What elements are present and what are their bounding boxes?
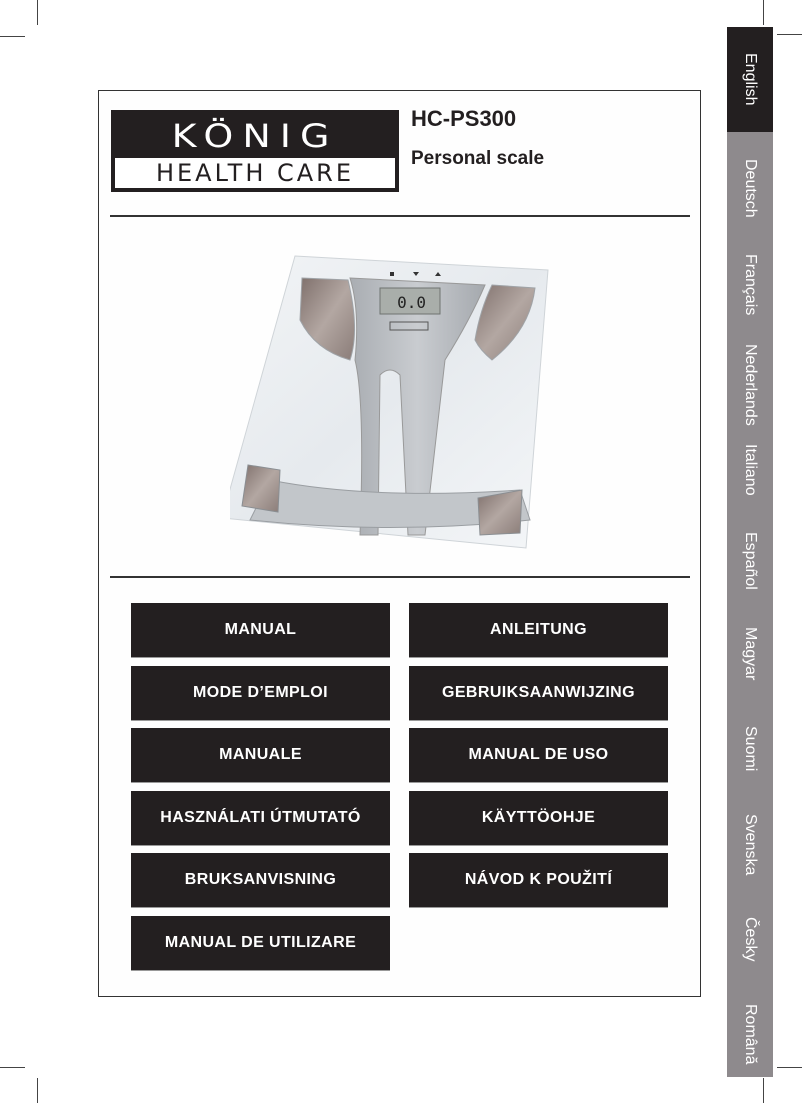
- brand-tagline: HEALTH CARE: [115, 158, 395, 188]
- manual-button-anleitung[interactable]: ANLEITUNG: [409, 603, 668, 658]
- language-tab-10[interactable]: [727, 977, 773, 1077]
- language-sidebar: [727, 27, 773, 1077]
- crop-mark-bottom-right-v: [763, 1078, 764, 1103]
- language-label: Español: [742, 532, 759, 590]
- language-tab-7[interactable]: [727, 699, 773, 787]
- product-image: [230, 250, 550, 550]
- konig-logo: [111, 110, 399, 192]
- crop-mark-bottom-left-h: [0, 1067, 25, 1068]
- language-tab-0[interactable]: [727, 27, 773, 132]
- language-label: Magyar: [742, 627, 759, 681]
- language-label: Svenska: [742, 814, 759, 876]
- language-label: Italiano: [742, 444, 759, 496]
- language-label: Deutsch: [742, 159, 759, 218]
- language-tab-9[interactable]: [727, 890, 773, 977]
- divider-bottom: [110, 576, 690, 578]
- language-tab-5[interactable]: [727, 505, 773, 600]
- manual-button-bruksanvisning[interactable]: BRUKSANVISNING: [131, 853, 390, 908]
- crop-mark-top-left-v: [37, 0, 38, 25]
- manual-button-n-vod-k-pou-it-[interactable]: NÁVOD K POUŽITÍ: [409, 853, 668, 908]
- language-label: Česky: [742, 917, 759, 962]
- manual-button-manual-de-uso[interactable]: MANUAL DE USO: [409, 728, 668, 783]
- brand-name: KÖNIG: [171, 117, 339, 155]
- language-label: Română: [742, 1004, 759, 1065]
- model-number: HC-PS300: [411, 106, 517, 131]
- language-tab-2[interactable]: [727, 227, 773, 317]
- scale-illustration-icon: [230, 250, 550, 550]
- manual-button-k-ytt-ohje[interactable]: KÄYTTÖOHJE: [409, 791, 668, 846]
- manual-button-manual-de-utilizare[interactable]: MANUAL DE UTILIZARE: [131, 916, 390, 971]
- crop-mark-top-right-v: [763, 0, 764, 25]
- language-label: Suomi: [742, 726, 759, 772]
- language-tab-3[interactable]: [727, 317, 773, 426]
- svg-text:0.0: 0.0: [397, 293, 426, 312]
- manual-button-haszn-lati-tmutat-[interactable]: HASZNÁLATI ÚTMUTATÓ: [131, 791, 390, 846]
- language-tab-8[interactable]: [727, 787, 773, 890]
- language-label: Français: [742, 254, 759, 316]
- crop-mark-bottom-right-h: [777, 1067, 802, 1068]
- language-tab-1[interactable]: [727, 132, 773, 227]
- language-label: English: [742, 53, 759, 106]
- manual-button-manuale[interactable]: MANUALE: [131, 728, 390, 783]
- divider-top: [110, 215, 690, 217]
- crop-mark-top-right-h: [777, 34, 802, 35]
- manual-button-gebruiksaanwijzing[interactable]: GEBRUIKSAANWIJZING: [409, 666, 668, 721]
- crop-mark-bottom-left-v: [37, 1078, 38, 1103]
- language-tab-4[interactable]: [727, 417, 773, 505]
- manual-button-manual[interactable]: MANUAL: [131, 603, 390, 658]
- language-label: Nederlands: [742, 344, 759, 426]
- language-tab-6[interactable]: [727, 600, 773, 699]
- product-subtitle: Personal scale: [411, 148, 545, 169]
- manual-button-mode-d-emploi[interactable]: MODE D’EMPLOI: [131, 666, 390, 721]
- crop-mark-top-left-h: [0, 36, 25, 37]
